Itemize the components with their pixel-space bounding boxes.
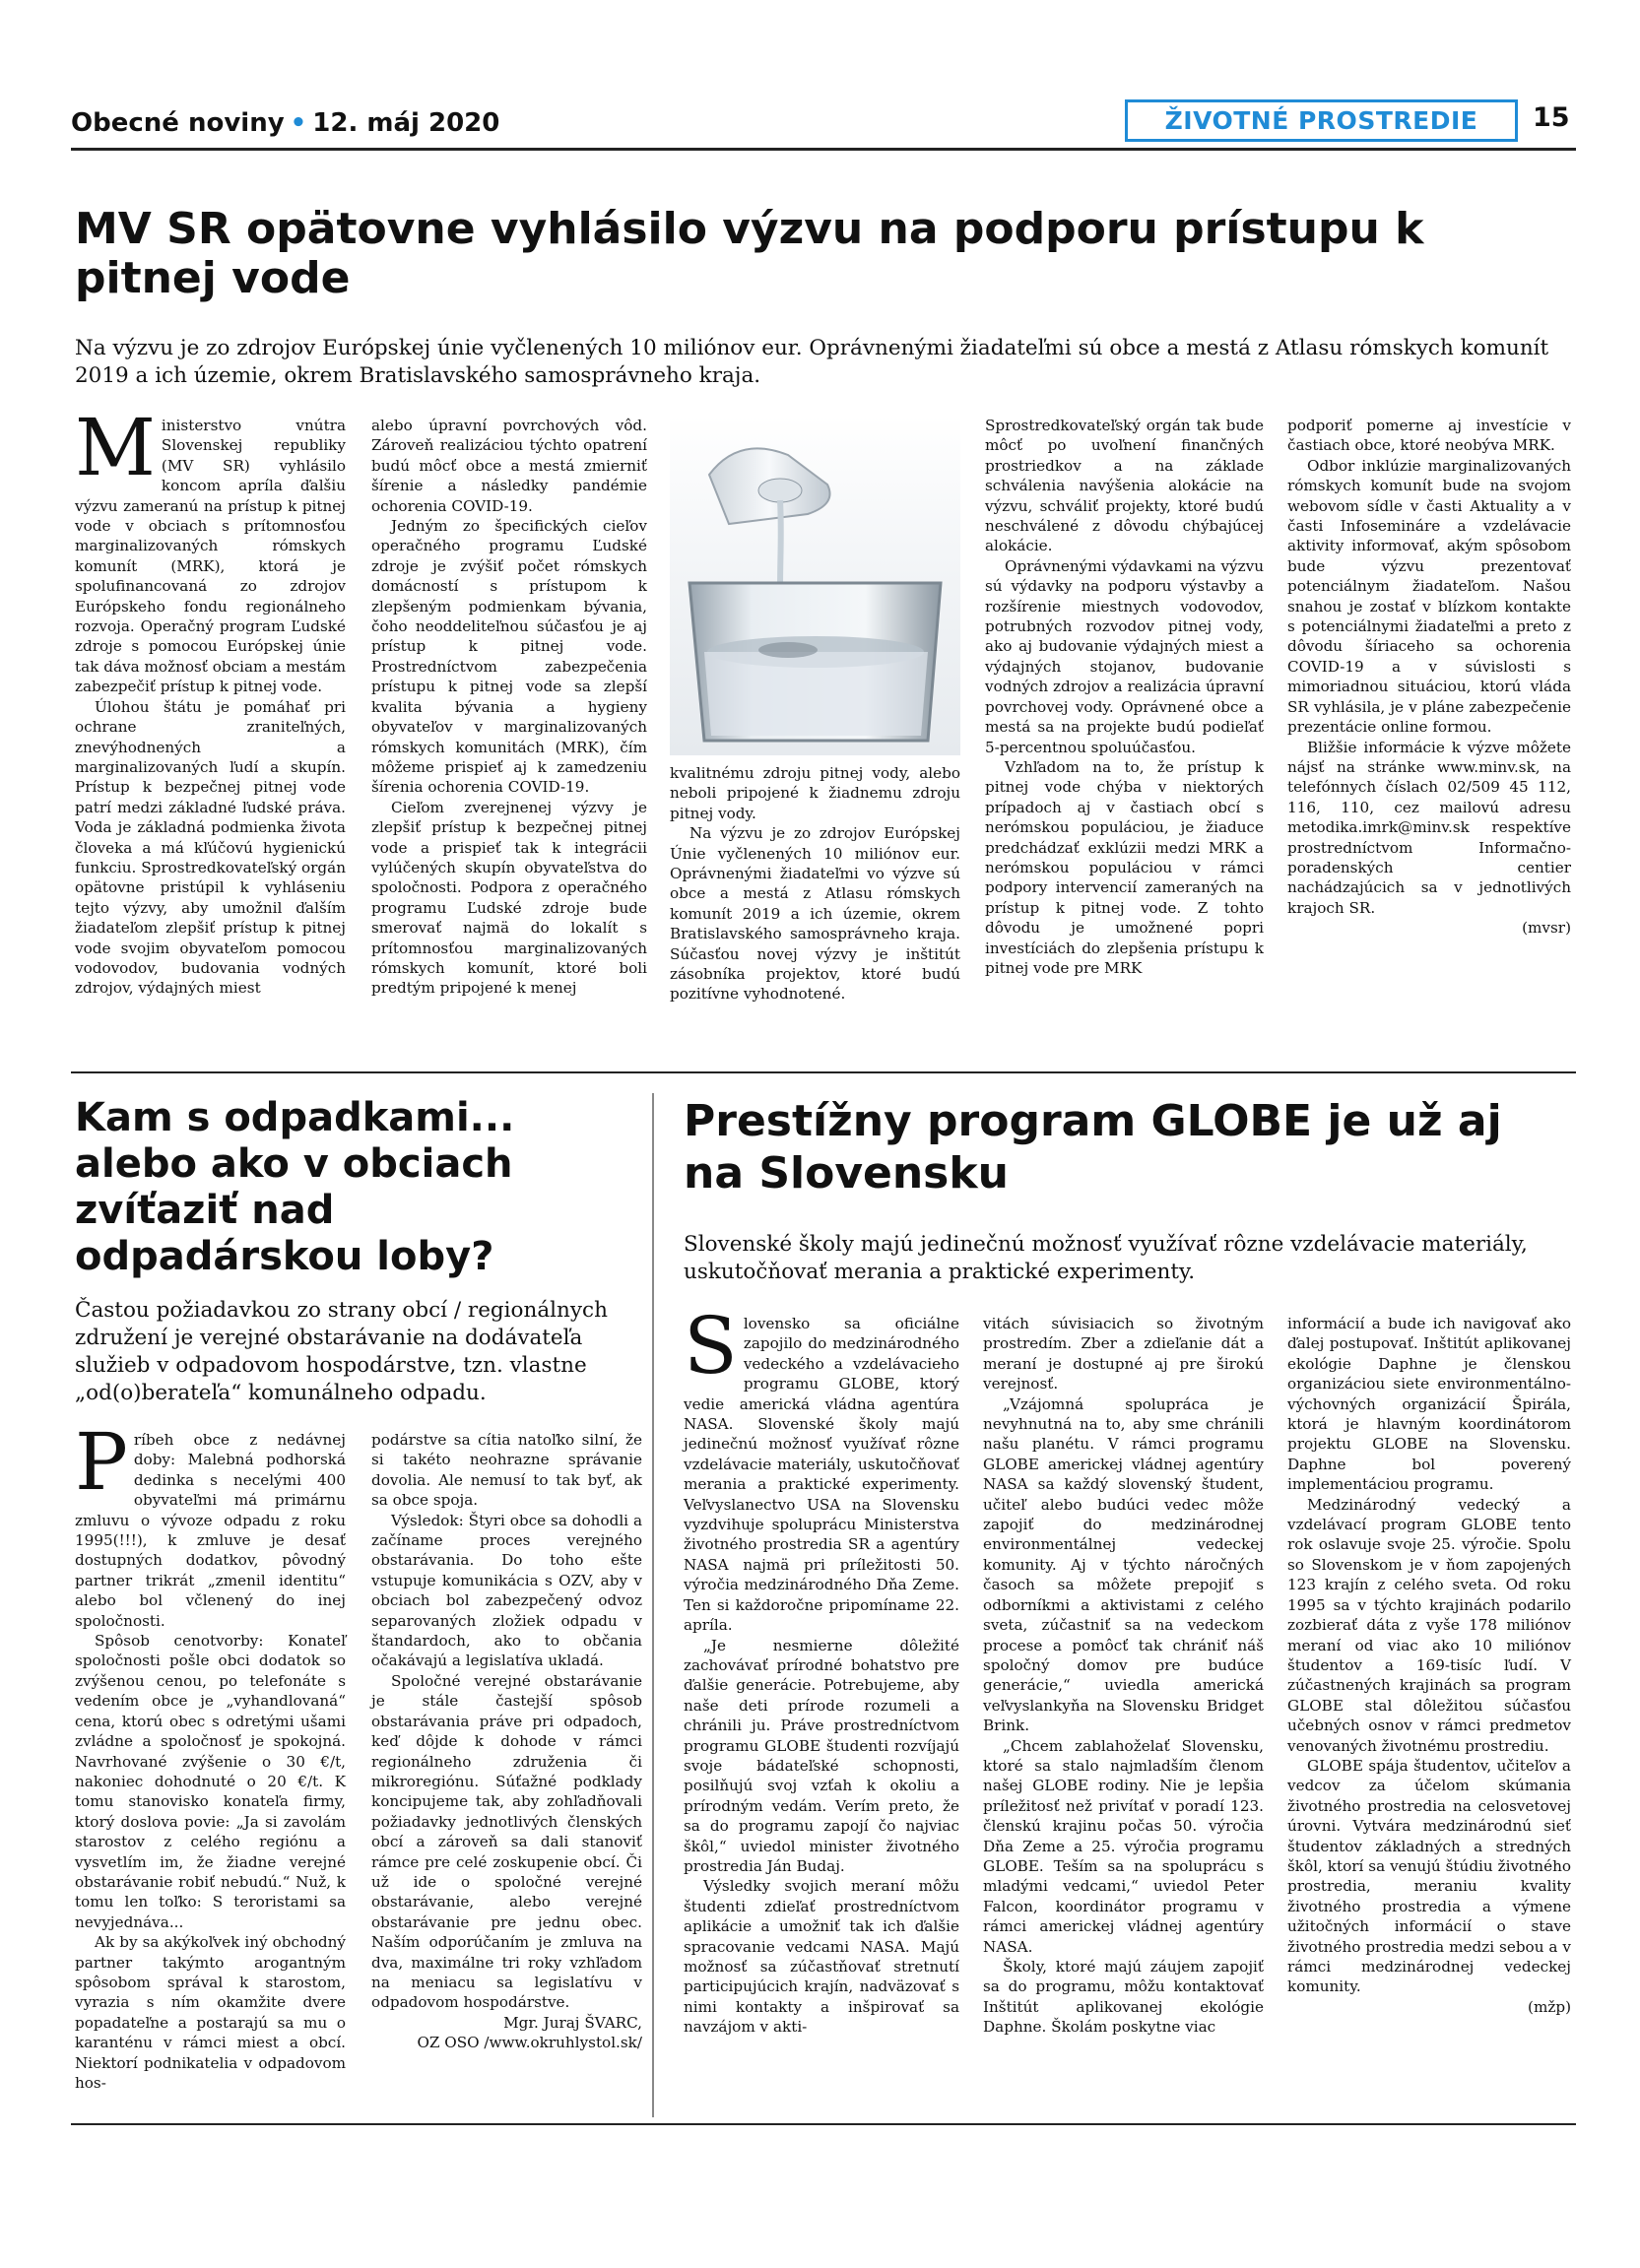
article2-author: Mgr. Juraj ŠVARC, <box>503 2013 642 2032</box>
article3-signature: (mžp) <box>1528 1997 1571 2016</box>
paragraph: Výsledky svojich meraní môžu študenti zdieľať prostredníctvom aplikácie a umožniť tak ich ďalšie spracovanie vedcami NASA. Majú možnosť sa zúčastňovať stretnutí participujúcich krajín, nadväzovať s nimi kontakty a inšpirovať sa navzájom v akti- <box>684 1877 959 2037</box>
paragraph: Spoločné verejné obstarávanie je stále častejší spôsob obstarávania práve pri odpadoch, keď dôjde k dohode v rámci regionálneho združenia či mikroregiónu. Súťažné podklady koncipujeme tak, aby zohľadňovali požiadavky jednotlivých členských obcí a zároveň sa dali stanoviť rámce pre celé zoskupenie obcí. Či už ide o spoločné verejné obstarávanie, alebo verejné obstarávanie pre jednu obec. Naším odporúčaním je zmluva na dva, maximálne tri roky vzhľadom na meniacu sa legislatívu v odpadovom hospodárstve. <box>371 1671 642 2012</box>
middle-rule <box>71 1071 1576 1073</box>
article3-column-1 <box>684 1300 959 2038</box>
paragraph: Odbor inklúzie marginalizovaných rómskych komunít bude na svojom webovom sídle v časti Aktuality a v časti Infosemináre a vzdelávacie aktivity informovať, akým spôsobom bude výzvu prezentovať potenciálnym žiadateľom. Našou snahou je zostať v blízkom kontakte s potenciálnymi žiadateľmi a preto z dôvodu šíriaceho sa ochorenia COVID-19 a v súvislosti s mimoriadnou situáciou, ktorú vláda SR vyhlásila, je v pláne zabezpečenie prezentácie online formou. <box>1287 456 1571 737</box>
page-number: 15 <box>1533 102 1570 133</box>
article1-headline: MV SR opätovne vyhlásilo výzvu na podporu prístupu k pitnej vode <box>75 204 1424 303</box>
paragraph: kvalitnému zdroju pitnej vody, alebo neboli pripojené k žiadnemu zdroju pitnej vody. <box>670 764 960 822</box>
publication-name: Obecné noviny <box>71 108 285 138</box>
paragraph: podporiť pomerne aj investície v častiach obce, ktoré neobýva MRK. <box>1287 417 1571 455</box>
paragraph: „Vzájomná spolupráca je nevyhnutná na to, aby sme chránili našu planétu. V rámci programu GLOBE americkej vládnej agentúry NASA sa každý slovenský študent, učiteľ alebo budúci vedec môže zapojiť do medzinárodnej environmentálnej vedeckej komunity. Aj v týchto náročných časoch sa môžete prepojiť s odborníkmi a aktivistami z celého sveta, zúčastniť sa na vedeckom procese a pomôcť tak chrániť náš spoločný domov pre budúce generácie,“ uviedla americká veľvyslankyňa na Slovensku Bridget Brink. <box>983 1394 1264 1735</box>
article1-lead: Na výzvu je zo zdrojov Európskej únie vyčlenených 10 miliónov eur. Oprávnenými žiadateľmi sú obce a mestá z Atlasu rómskych komunít 2019 a ich územie, okrem Bratislavského samosprávneho kraja. <box>75 336 1549 388</box>
dropcap: P <box>75 1416 128 1508</box>
article3-column-2 <box>983 1314 1264 2038</box>
article1-column-5 <box>1287 416 1571 939</box>
top-rule <box>71 148 1576 151</box>
bottom-rule <box>71 2123 1576 2125</box>
paragraph: Jedným zo špecifických cieľov operačného programu Ľudské zdroje je zvýšiť počet rómskych domácností s prístupom k zlepšeným podmienkam bývania, čoho neoddeliteľnou súčasťou je aj prístup k pitnej vode. Prostredníctvom zabezpečenia prístupu k pitnej vode sa zlepší kvalita bývania a hygieny obyvateľov v marginalizovaných rómskych komunitách (MRK), čím môžeme prispieť aj k zamedzeniu šírenia ochorenia COVID-19. <box>371 517 647 797</box>
paragraph: Bližšie informácie k výzve môžete nájsť na stránke www.minv.sk, na telefónnych číslach 02/509 45 112, 116, 110, cez mailovú adresu metodika.imrk@minv.sk respektíve prostredníctvom Informačno-poradenských centier nachádzajúcich sa v jednotlivých krajoch SR. <box>1287 738 1571 917</box>
article2-organization: OZ OSO /www.okruhlystol.sk/ <box>417 2034 642 2052</box>
paragraph: Výsledok: Štyri obce sa dohodli a začíname proces verejného obstarávania. Do toho ešte vstupuje komunikácia s OZV, aby v obciach bol zabezpečený odvoz separovaných zložiek odpadu v štandardoch, ako to občania očakávajú a legislatíva ukladá. <box>371 1511 642 1670</box>
column-divider <box>652 1093 654 2117</box>
paragraph: podárstve sa cítia natoľko silní, že si takéto neohrazne správanie dovolia. Ale nemusí to tak byť, ak sa obce spoja. <box>371 1431 642 1510</box>
paragraph: „Je nesmierne dôležité zachovávať prírodné bohatstvo pre ďalšie generácie. Potrebujeme, aby naše deti prírode rozumeli a chránili ju. Práve prostredníctvom programu GLOBE študenti rozvíjajú svoje bádateľské schopnosti, posilňujú svoj vzťah k okoliu a prírodným vedám. Verím preto, že sa do programu zapojí čo najviac škôl,“ uviedol minister životného prostredia Ján Budaj. <box>684 1636 959 1875</box>
paragraph: lovensko sa oficiálne zapojilo do medzinárodného vedeckého a vzdelávacieho programu GLOBE, ktorý vedie americká vládna agentúra NASA. Slovenské školy majú jedinečnú možnosť využívať rôzne vzdelávacie materiály, uskutočňovať merania a praktické experimenty. Veľvyslanectvo USA na Slovensku vyzdvihuje spoluprácu Ministerstva životného prostredia SR a agentúry NASA najmä pri príležitosti 50. výročia medzinárodného Dňa Zeme. Ten si každoročne pripomíname 22. apríla. <box>684 1315 959 1635</box>
paragraph: Cieľom zverejnenej výzvy je zlepšiť prístup k bezpečnej pitnej vode a prispieť tak k integrácii vylúčených skupín obyvateľstva do spoločnosti. Podpora z operačného programu Ľudské zdroje bude smerovať najmä do lokalít s prítomnosťou marginalizovaných rómskych komunít, ktoré boli predtým pripojené k menej <box>371 798 647 998</box>
paragraph: Oprávnenými výdavkami na výzvu sú výdavky na podporu výstavby a rozšírenie miestnych vodovodov, potrubných rozvodov pitnej vody, ako aj budovanie výdajných miest a výdajných stojanov, budovanie vodných zdrojov a realizácia úpravní povrchovej vody. Oprávnené obce a mestá sa na projekte budú podieľať 5-percentnou spoluúčasťou. <box>985 556 1264 756</box>
paragraph: Sprostredkovateľský orgán tak bude môcť po uvoľnení finančných prostriedkov a na základe schválenia navýšenia alokácie na výzvu, schváliť projekty, ktoré budú neschválené z dôvodu chýbajúcej alokácie. <box>985 417 1264 555</box>
article2-lead: Častou požiadavkou zo strany obcí / regionálnych združení je verejné obstarávanie na dodávateľa služieb v odpadovom hospodárstve, tzn. vlastne „od(o)berateľa“ komunálneho odpadu. <box>75 1298 608 1405</box>
paragraph: alebo úpravní povrchových vôd. Zároveň realizáciou týchto opatrení budú môcť obce a mestá zmierniť šírenie a následky pandémie ochorenia COVID-19. <box>371 417 647 515</box>
article3-column-3 <box>1287 1314 1571 2017</box>
article2-column-1 <box>75 1416 346 2093</box>
section-tag: ŽIVOTNÉ PROSTREDIE <box>1125 99 1518 142</box>
paragraph: ríbeh obce z nedávnej doby: Malebná podhorská dedinka s necelými 400 obyvateľmi má primárnu zmluvu o vývoze odpadu z roku 1995(!!!), k zmluve je desať dostupných dodatkov, pôvodný partner trikrát „zmenil identitu“ alebo bol včlenený do inej spoločnosti. <box>75 1431 346 1630</box>
paragraph: Ak by sa akýkoľvek iný obchodný partner takýmto arogantným spôsobom správal k starostom, vyrazia s ním okamžite dvere popadateľne a postarajú sa mu o karanténu v rámci miest a obcí. Niektorí podnikatelia v odpadovom hos- <box>75 1933 346 2092</box>
paragraph: vitách súvisiacich so životným prostredím. Zber a zdieľanie dát a meraní je dostupné aj pre širokú verejnosť. <box>983 1315 1264 1393</box>
article1-column-2 <box>371 416 647 999</box>
water-glass-illustration <box>670 416 960 755</box>
article1-column-4 <box>985 416 1264 978</box>
paragraph: „Chcem zablahoželať Slovensku, ktoré sa stalo najmladším členom našej GLOBE rodiny. Nie je lepšia príležitosť než privítať v poradí 123. členskú krajinu počas 50. výročia Dňa Zeme a 25. výročia programu GLOBE. Teším sa na spoluprácu s mladými vedcami,“ uviedol Peter Falcon, koordinátor programu v rámci americkej vládnej agentúry NASA. <box>983 1736 1264 1956</box>
article2-headline: Kam s odpadkami... alebo ako v obciach zvíťaziť nad odpadárskou loby? <box>75 1095 515 1279</box>
paragraph: Vzhľadom na to, že prístup k pitnej vode chýba v niektorých prípadoch aj v častiach obcí s nerómskou populáciou, je žiaduce predchádzať exklúzii medzi MRK a nerómskou populáciou v rámci podpory intervencií zameraných na prístup k pitnej vode. Z tohto dôvodu je umožnené popri investíciách do zlepšenia prístupu k pitnej vode pre MRK <box>985 757 1264 977</box>
article3-headline: Prestížny program GLOBE je už aj na Slovensku <box>684 1096 1502 1199</box>
paragraph: Na výzvu je zo zdrojov Európskej Únie vyčlenených 10 miliónov eur. Oprávnenými žiadateľmi vo výzve sú obce a mestá z Atlasu rómskych komunít 2019 a ich územie, okrem Bratislavského samosprávneho kraja. Súčasťou novej výzvy je inštitút zásobníka projektov, ktoré budú pozitívne vyhodnotené. <box>670 824 960 1004</box>
article1-column-3 <box>670 763 960 1004</box>
paragraph: Spôsob cenotvorby: Konateľ spoločnosti pošle obci dodatok so zvýšenou cenou, po telefonáte s vedením obce je „vyhandlovaná“ cena, ktorú obec s odretými ušami zvládne a spoločnosť je spokojná. Navrhované zvýšenie o 30 €/t, nakoniec dohodnuté o 20 €/t. K tomu stanovisko konateľa firmy, ktorý doslova povie: „Ja si zavolám starostov z celého regiónu a vysvetlím im, že žiadne verejné obstarávanie robiť nebudú.“ Nuž, k tomu len toľko: S teroristami sa nevyjednáva... <box>75 1632 346 1931</box>
paragraph: Školy, ktoré majú záujem zapojiť sa do programu, môžu kontaktovať Inštitút aplikovanej ekológie Daphne. Školám poskytne viac <box>983 1958 1264 2037</box>
dropcap: M <box>75 402 156 493</box>
paragraph: Úlohou štátu je pomáhať pri ochrane zraniteľných, znevýhodnených a marginalizovaných ľudí a skupín. Prístup k bezpečnej pitnej vode patrí medzi základné ľudské práva. Voda je základná podmienka života človeka a má kľúčovú hygienickú funkciu. Sprostredkovateľský orgán opätovne pristúpil k vyhláseniu tejto výzvy, aby umožnil ďalším žiadateľom zlepšiť prístup k pitnej vode svojim obyvateľom pomocou vodovodov, budovania vodných zdrojov, výdajných miest <box>75 697 346 998</box>
water-glass-photo <box>670 416 960 755</box>
article1-signature: (mvsr) <box>1522 919 1571 938</box>
bullet-separator: • <box>290 108 307 138</box>
paragraph: inisterstvo vnútra Slovenskej republiky (MV SR) vyhlásilo koncom apríla ďalšiu výzvu zameranú na prístup k pitnej vode v obciach s prítomnosťou marginalizovaných rómskych komunít (MRK), ktorá je spolufinancovaná zo zdrojov Európskeho fondu regionálneho rozvoja. Operačný program Ľudské zdroje s pomocou Európskej únie tak dáva možnosť obciam a mestám zabezpečiť prístup k pitnej vode. <box>75 417 346 696</box>
paragraph: Medzinárodný vedecký a vzdelávací program GLOBE tento rok oslavuje svoje 25. výročie. Spolu so Slovenskom je v ňom zapojených 123 krajín z celého sveta. Od roku 1995 sa v týchto krajinách podarilo zozbierať dáta z vyše 178 miliónov meraní od viac ako 10 miliónov študentov a 169-tisíc ľudí. V zúčastnených krajinách sa program GLOBE stal dôležitou súčasťou učebných osnov v rámci predmetov venovaných životnému prostrediu. <box>1287 1495 1571 1755</box>
article2-column-2 <box>371 1430 642 2053</box>
masthead <box>71 108 499 148</box>
article3-lead: Slovenské školy majú jedinečnú možnosť využívať rôzne vzdelávacie materiály, uskutočňovať merania a praktické experimenty. <box>684 1232 1528 1284</box>
issue-date: 12. máj 2020 <box>312 108 500 138</box>
dropcap: S <box>684 1300 738 1392</box>
paragraph: informácií a bude ich navigovať ako ďalej postupovať. Inštitút aplikovanej ekológie Daphne je členskou organizáciou siete environmentálno-výchovných organizácií Špirála, ktorá je hlavným koordinátorom projektu GLOBE na Slovensku. Daphne bol poverený implementáciou programu. <box>1287 1315 1571 1494</box>
article1-column-1 <box>75 402 346 999</box>
paragraph: GLOBE spája študentov, učiteľov a vedcov za účelom skúmania životného prostredia na celosvetovej úrovni. Vytvára medzinárodnú sieť študentov základných a stredných škôl, ktorí sa venujú štúdiu životného prostredia, meraniu kvality životného prostredia a výmene užitočných informácií o stave životného prostredia medzi sebou a v rámci medzinárodnej vedeckej komunity. <box>1287 1756 1571 1996</box>
